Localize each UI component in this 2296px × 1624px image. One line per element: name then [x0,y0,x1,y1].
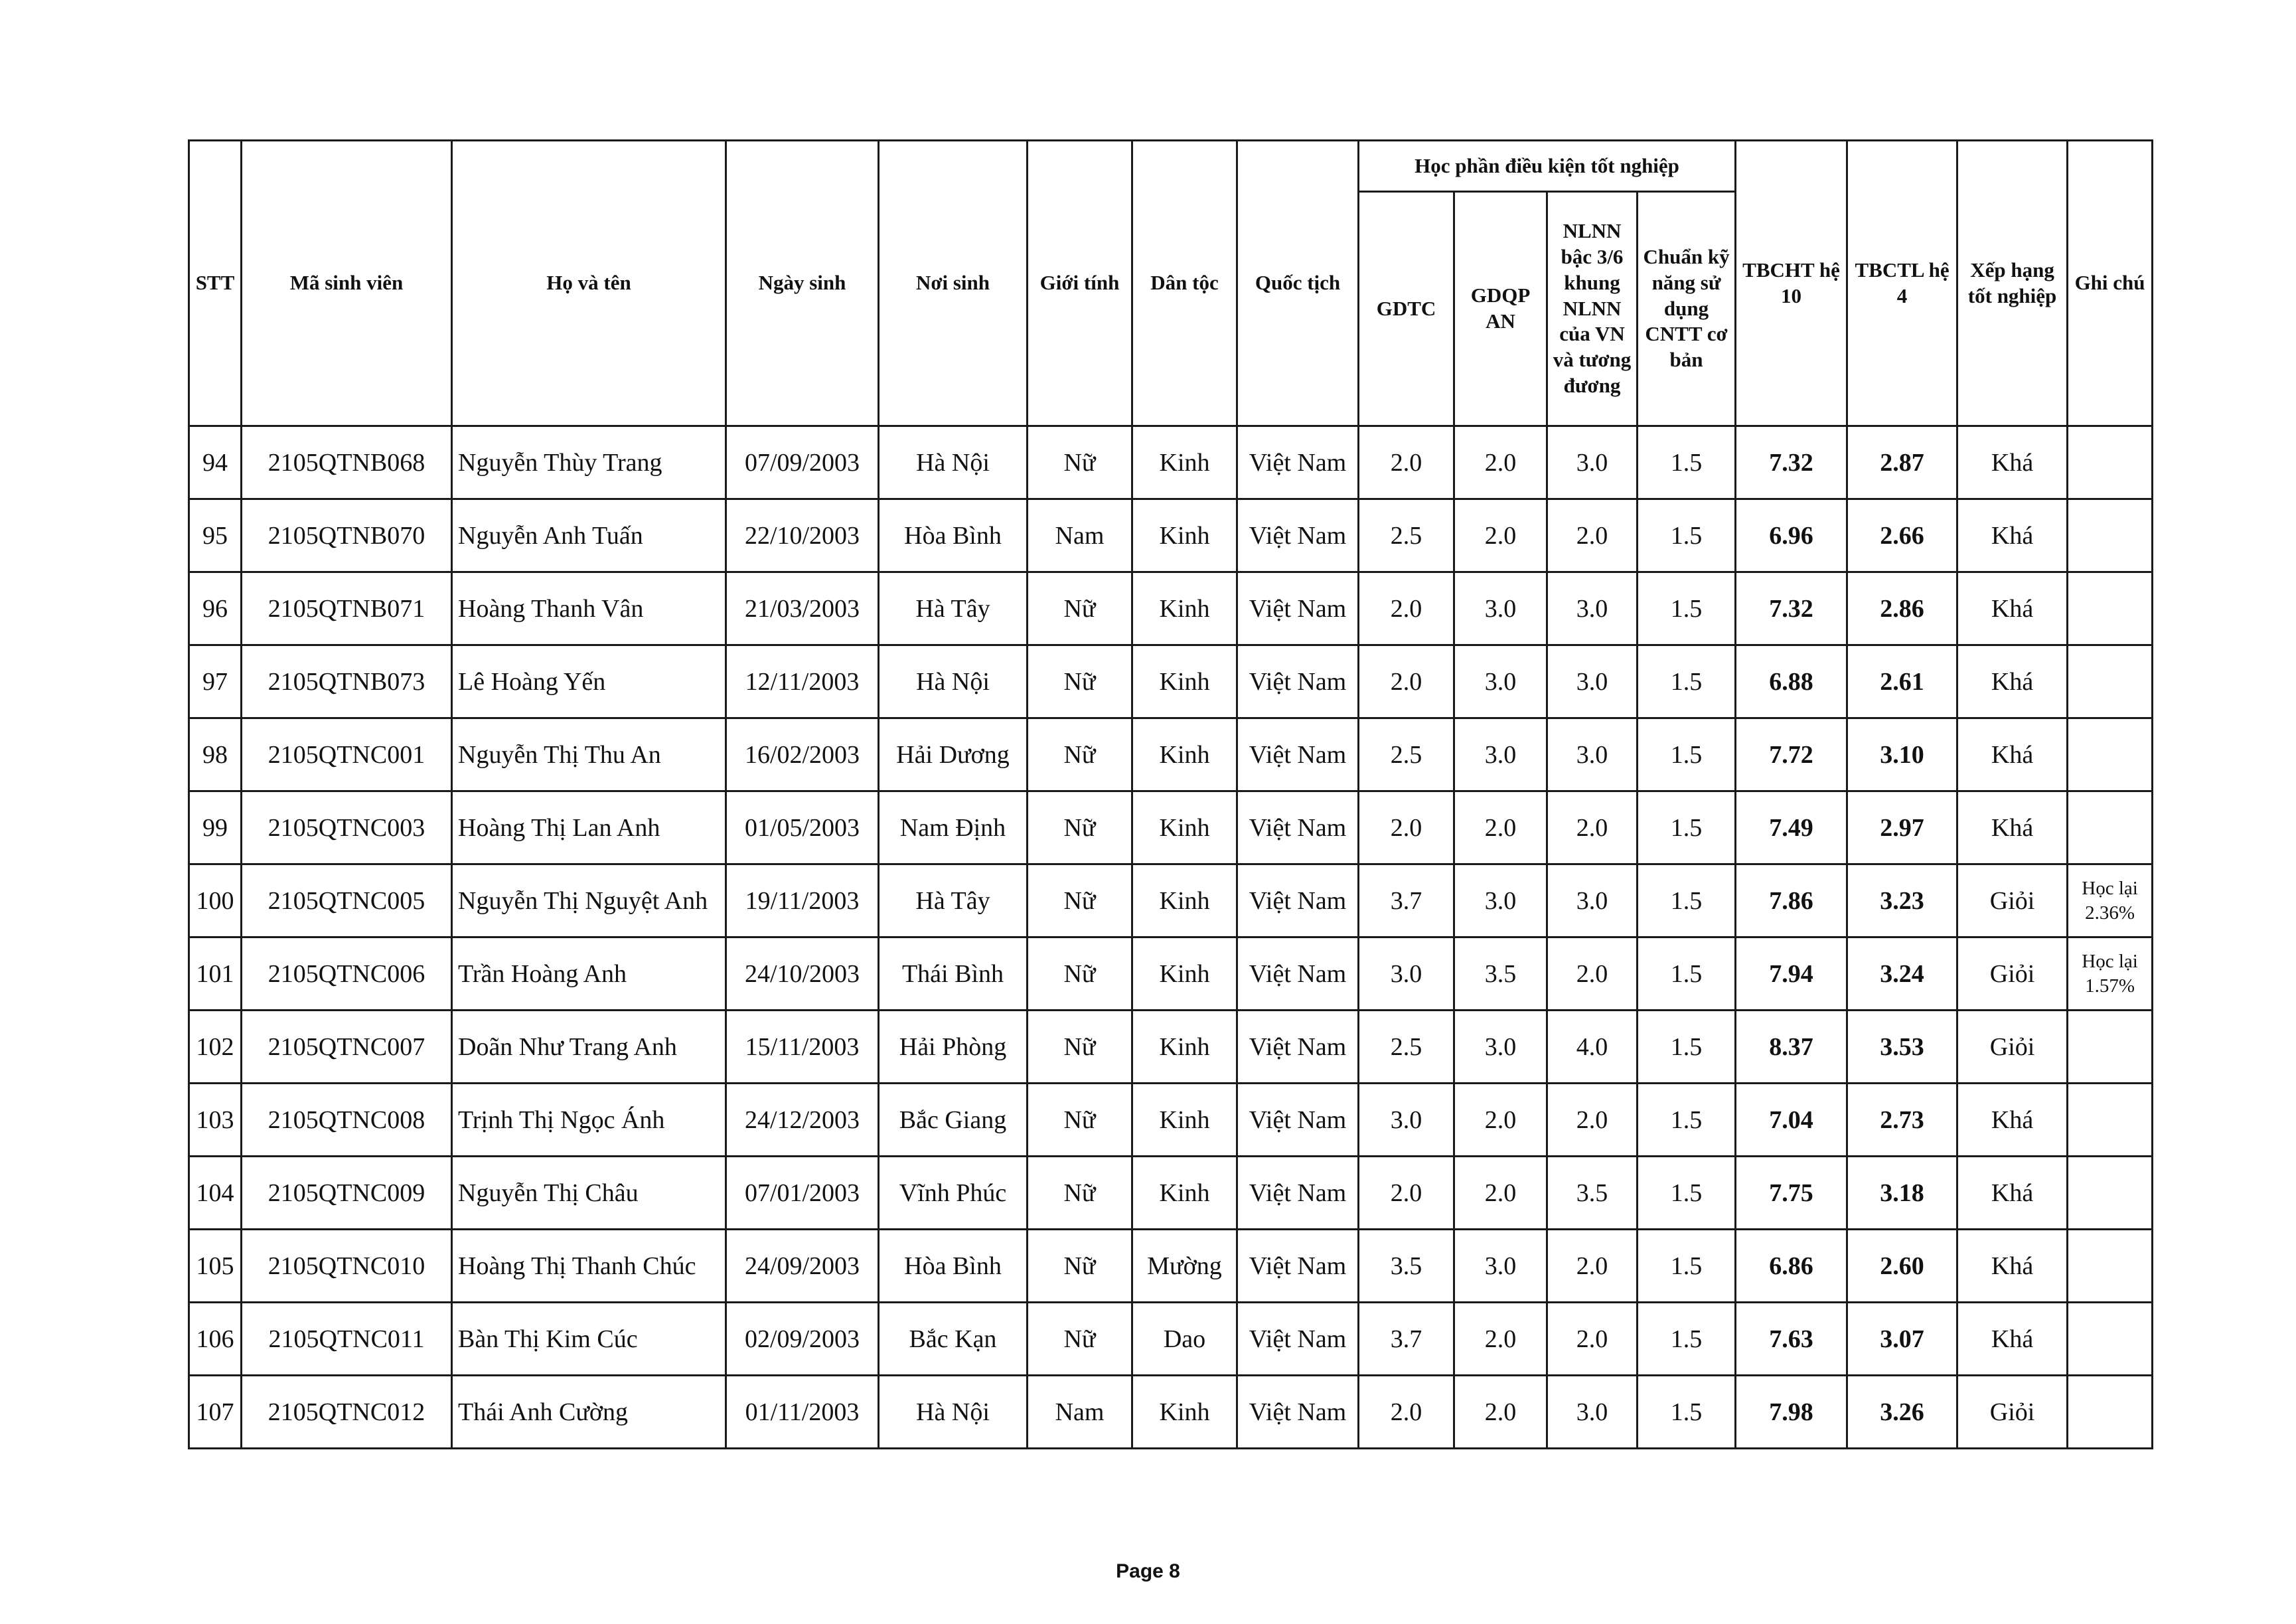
cell-stt: 101 [189,937,242,1011]
cell-nationality: Việt Nam [1237,1157,1359,1230]
header-tbctl: TBCTL hệ 4 [1847,141,1957,426]
cell-nlnn: 3.0 [1547,572,1638,645]
cell-gdqp: 2.0 [1454,791,1547,864]
cell-nationality: Việt Nam [1237,645,1359,718]
cell-cntt: 1.5 [1638,864,1736,937]
cell-cntt: 1.5 [1638,1376,1736,1449]
cell-cntt: 1.5 [1638,791,1736,864]
cell-rank: Khá [1957,1084,2068,1157]
cell-tbctl: 2.60 [1847,1230,1957,1303]
cell-nlnn: 3.5 [1547,1157,1638,1230]
cell-stt: 99 [189,791,242,864]
cell-ethnicity: Kinh [1132,645,1237,718]
cell-rank: Giỏi [1957,1011,2068,1084]
graduation-table [188,139,2153,1449]
cell-nlnn: 3.0 [1547,1376,1638,1449]
cell-cntt: 1.5 [1638,572,1736,645]
cell-birthplace: Nam Định [879,791,1028,864]
cell-gdtc: 3.7 [1359,864,1454,937]
table-row [189,499,2153,572]
cell-nlnn: 2.0 [1547,499,1638,572]
cell-birthplace: Thái Bình [879,937,1028,1011]
cell-tbctl: 2.87 [1847,426,1957,499]
cell-birthplace: Hà Nội [879,426,1028,499]
cell-tbcht: 7.32 [1736,572,1847,645]
cell-ethnicity: Dao [1132,1303,1237,1376]
cell-ethnicity: Kinh [1132,1157,1237,1230]
cell-full-name: Thái Anh Cường [452,1376,726,1449]
cell-ethnicity: Kinh [1132,791,1237,864]
cell-nationality: Việt Nam [1237,1230,1359,1303]
table-row [189,572,2153,645]
cell-dob: 07/01/2003 [726,1157,879,1230]
cell-note: Học lại 1.57% [2068,937,2153,1011]
cell-tbcht: 6.96 [1736,499,1847,572]
cell-gdqp: 2.0 [1454,1376,1547,1449]
cell-gdtc: 2.0 [1359,1376,1454,1449]
cell-nlnn: 4.0 [1547,1011,1638,1084]
cell-nationality: Việt Nam [1237,864,1359,937]
cell-tbctl: 3.24 [1847,937,1957,1011]
cell-full-name: Doãn Như Trang Anh [452,1011,726,1084]
cell-stt: 105 [189,1230,242,1303]
cell-ethnicity: Mường [1132,1230,1237,1303]
cell-tbctl: 3.23 [1847,864,1957,937]
cell-nlnn: 2.0 [1547,1303,1638,1376]
cell-gender: Nam [1028,499,1132,572]
cell-birthplace: Vĩnh Phúc [879,1157,1028,1230]
cell-dob: 24/10/2003 [726,937,879,1011]
cell-note [2068,1376,2153,1449]
header-note: Ghi chú [2068,141,2153,426]
cell-stt: 104 [189,1157,242,1230]
cell-stt: 95 [189,499,242,572]
cell-birthplace: Hải Phòng [879,1011,1028,1084]
cell-dob: 24/12/2003 [726,1084,879,1157]
cell-full-name: Nguyễn Thùy Trang [452,426,726,499]
cell-rank: Khá [1957,499,2068,572]
table-body [189,426,2153,1449]
cell-birthplace: Hà Nội [879,645,1028,718]
cell-tbcht: 7.86 [1736,864,1847,937]
cell-note [2068,499,2153,572]
cell-note [2068,1303,2153,1376]
table-header [189,141,2153,426]
cell-nationality: Việt Nam [1237,499,1359,572]
table-row [189,1376,2153,1449]
header-rank: Xếp hạng tốt nghiệp [1957,141,2068,426]
table-row [189,1230,2153,1303]
cell-student-id: 2105QTNC005 [242,864,452,937]
cell-tbcht: 7.04 [1736,1084,1847,1157]
cell-nationality: Việt Nam [1237,1084,1359,1157]
cell-ethnicity: Kinh [1132,1376,1237,1449]
cell-rank: Khá [1957,1157,2068,1230]
cell-tbctl: 3.53 [1847,1011,1957,1084]
table-row [189,791,2153,864]
cell-student-id: 2105QTNB073 [242,645,452,718]
cell-full-name: Hoàng Thị Lan Anh [452,791,726,864]
cell-stt: 102 [189,1011,242,1084]
cell-gdqp: 2.0 [1454,1303,1547,1376]
cell-dob: 07/09/2003 [726,426,879,499]
cell-cntt: 1.5 [1638,718,1736,791]
cell-full-name: Trịnh Thị Ngọc Ánh [452,1084,726,1157]
cell-birthplace: Hà Tây [879,864,1028,937]
cell-dob: 22/10/2003 [726,499,879,572]
cell-nationality: Việt Nam [1237,426,1359,499]
cell-rank: Khá [1957,1230,2068,1303]
cell-rank: Khá [1957,572,2068,645]
cell-gender: Nữ [1028,572,1132,645]
cell-birthplace: Bắc Kạn [879,1303,1028,1376]
cell-gdqp: 3.0 [1454,645,1547,718]
cell-stt: 106 [189,1303,242,1376]
cell-gdtc: 3.5 [1359,1230,1454,1303]
cell-gdtc: 3.7 [1359,1303,1454,1376]
cell-dob: 02/09/2003 [726,1303,879,1376]
header-graduation-conditions: Học phần điều kiện tốt nghiệp [1359,141,1736,192]
cell-tbctl: 3.07 [1847,1303,1957,1376]
cell-gdqp: 3.0 [1454,1011,1547,1084]
cell-student-id: 2105QTNC008 [242,1084,452,1157]
cell-ethnicity: Kinh [1132,937,1237,1011]
cell-tbcht: 7.63 [1736,1303,1847,1376]
cell-student-id: 2105QTNC010 [242,1230,452,1303]
cell-gender: Nữ [1028,864,1132,937]
cell-note [2068,718,2153,791]
cell-birthplace: Hà Nội [879,1376,1028,1449]
cell-ethnicity: Kinh [1132,1011,1237,1084]
cell-gender: Nữ [1028,1303,1132,1376]
header-gdtc: GDTC [1359,192,1454,426]
cell-full-name: Trần Hoàng Anh [452,937,726,1011]
cell-gender: Nam [1028,1376,1132,1449]
cell-student-id: 2105QTNC001 [242,718,452,791]
cell-cntt: 1.5 [1638,1157,1736,1230]
cell-ethnicity: Kinh [1132,718,1237,791]
cell-tbcht: 8.37 [1736,1011,1847,1084]
cell-dob: 19/11/2003 [726,864,879,937]
cell-stt: 94 [189,426,242,499]
cell-stt: 107 [189,1376,242,1449]
header-gender: Giới tính [1028,141,1132,426]
cell-ethnicity: Kinh [1132,1084,1237,1157]
cell-gdqp: 3.5 [1454,937,1547,1011]
cell-gdtc: 3.0 [1359,937,1454,1011]
cell-gender: Nữ [1028,791,1132,864]
cell-full-name: Nguyễn Thị Nguyệt Anh [452,864,726,937]
cell-gender: Nữ [1028,1011,1132,1084]
cell-gender: Nữ [1028,1084,1132,1157]
cell-cntt: 1.5 [1638,426,1736,499]
cell-student-id: 2105QTNC007 [242,1011,452,1084]
table-row [189,426,2153,499]
cell-dob: 12/11/2003 [726,645,879,718]
header-dob: Ngày sinh [726,141,879,426]
cell-gender: Nữ [1028,937,1132,1011]
cell-student-id: 2105QTNB071 [242,572,452,645]
cell-gender: Nữ [1028,1157,1132,1230]
cell-gender: Nữ [1028,1230,1132,1303]
cell-stt: 98 [189,718,242,791]
cell-tbctl: 2.97 [1847,791,1957,864]
cell-note [2068,1084,2153,1157]
cell-gdtc: 2.5 [1359,718,1454,791]
table-row [189,1157,2153,1230]
cell-tbctl: 3.26 [1847,1376,1957,1449]
cell-gdqp: 2.0 [1454,1084,1547,1157]
cell-student-id: 2105QTNB068 [242,426,452,499]
cell-rank: Khá [1957,1303,2068,1376]
cell-dob: 01/05/2003 [726,791,879,864]
cell-student-id: 2105QTNC012 [242,1376,452,1449]
cell-gender: Nữ [1028,645,1132,718]
cell-nationality: Việt Nam [1237,572,1359,645]
cell-nlnn: 3.0 [1547,426,1638,499]
cell-rank: Khá [1957,791,2068,864]
cell-gdqp: 2.0 [1454,1157,1547,1230]
cell-dob: 16/02/2003 [726,718,879,791]
header-nlnn: NLNN bậc 3/6 khung NLNN của VN và tương đương [1547,192,1638,426]
cell-rank: Giỏi [1957,937,2068,1011]
cell-tbcht: 7.72 [1736,718,1847,791]
cell-gdtc: 3.0 [1359,1084,1454,1157]
cell-gdqp: 3.0 [1454,864,1547,937]
cell-rank: Khá [1957,645,2068,718]
cell-tbcht: 7.32 [1736,426,1847,499]
cell-birthplace: Hải Dương [879,718,1028,791]
header-ethnicity: Dân tộc [1132,141,1237,426]
cell-gdqp: 3.0 [1454,572,1547,645]
cell-full-name: Hoàng Thị Thanh Chúc [452,1230,726,1303]
header-student-id: Mã sinh viên [242,141,452,426]
cell-nationality: Việt Nam [1237,937,1359,1011]
cell-student-id: 2105QTNC003 [242,791,452,864]
cell-gdtc: 2.5 [1359,1011,1454,1084]
cell-stt: 97 [189,645,242,718]
cell-gdqp: 2.0 [1454,499,1547,572]
cell-note [2068,1011,2153,1084]
cell-rank: Giỏi [1957,1376,2068,1449]
cell-rank: Khá [1957,426,2068,499]
cell-gdqp: 3.0 [1454,718,1547,791]
cell-gdtc: 2.0 [1359,791,1454,864]
cell-tbctl: 2.66 [1847,499,1957,572]
header-gdqp: GDQP AN [1454,192,1547,426]
cell-gdtc: 2.0 [1359,1157,1454,1230]
cell-ethnicity: Kinh [1132,572,1237,645]
header-tbcht: TBCHT hệ 10 [1736,141,1847,426]
cell-dob: 01/11/2003 [726,1376,879,1449]
cell-nationality: Việt Nam [1237,1011,1359,1084]
cell-full-name: Nguyễn Anh Tuấn [452,499,726,572]
cell-nationality: Việt Nam [1237,1303,1359,1376]
header-cntt: Chuẩn kỹ năng sử dụng CNTT cơ bản [1638,192,1736,426]
header-full-name: Họ và tên [452,141,726,426]
cell-cntt: 1.5 [1638,499,1736,572]
cell-dob: 21/03/2003 [726,572,879,645]
cell-note: Học lại 2.36% [2068,864,2153,937]
cell-cntt: 1.5 [1638,1230,1736,1303]
cell-dob: 15/11/2003 [726,1011,879,1084]
cell-nlnn: 2.0 [1547,937,1638,1011]
cell-tbcht: 7.49 [1736,791,1847,864]
cell-note [2068,1157,2153,1230]
cell-full-name: Bàn Thị Kim Cúc [452,1303,726,1376]
cell-gender: Nữ [1028,718,1132,791]
cell-stt: 96 [189,572,242,645]
cell-student-id: 2105QTNC011 [242,1303,452,1376]
cell-birthplace: Hà Tây [879,572,1028,645]
cell-gender: Nữ [1028,426,1132,499]
cell-student-id: 2105QTNC009 [242,1157,452,1230]
header-stt: STT [189,141,242,426]
page-number: Page 8 [1116,1560,1180,1582]
cell-stt: 100 [189,864,242,937]
cell-tbcht: 7.75 [1736,1157,1847,1230]
cell-ethnicity: Kinh [1132,864,1237,937]
table-row [189,937,2153,1011]
cell-gdqp: 3.0 [1454,1230,1547,1303]
table-row [189,864,2153,937]
cell-birthplace: Bắc Giang [879,1084,1028,1157]
cell-tbcht: 7.94 [1736,937,1847,1011]
cell-cntt: 1.5 [1638,1303,1736,1376]
cell-nationality: Việt Nam [1237,791,1359,864]
cell-nlnn: 2.0 [1547,791,1638,864]
cell-note [2068,426,2153,499]
cell-stt: 103 [189,1084,242,1157]
cell-birthplace: Hòa Bình [879,499,1028,572]
cell-full-name: Nguyễn Thị Thu An [452,718,726,791]
cell-rank: Giỏi [1957,864,2068,937]
table-row [189,718,2153,791]
header-birthplace: Nơi sinh [879,141,1028,426]
cell-dob: 24/09/2003 [726,1230,879,1303]
cell-tbctl: 2.73 [1847,1084,1957,1157]
cell-gdtc: 2.0 [1359,426,1454,499]
cell-nationality: Việt Nam [1237,718,1359,791]
cell-gdqp: 2.0 [1454,426,1547,499]
cell-birthplace: Hòa Bình [879,1230,1028,1303]
cell-note [2068,645,2153,718]
cell-tbctl: 2.61 [1847,645,1957,718]
cell-full-name: Hoàng Thanh Vân [452,572,726,645]
cell-nlnn: 2.0 [1547,1230,1638,1303]
table-row [189,1011,2153,1084]
table-row [189,1303,2153,1376]
cell-ethnicity: Kinh [1132,426,1237,499]
cell-tbctl: 3.10 [1847,718,1957,791]
cell-note [2068,791,2153,864]
cell-cntt: 1.5 [1638,937,1736,1011]
cell-tbctl: 2.86 [1847,572,1957,645]
cell-nlnn: 2.0 [1547,1084,1638,1157]
cell-full-name: Nguyễn Thị Châu [452,1157,726,1230]
cell-student-id: 2105QTNC006 [242,937,452,1011]
cell-cntt: 1.5 [1638,1011,1736,1084]
cell-cntt: 1.5 [1638,1084,1736,1157]
cell-student-id: 2105QTNB070 [242,499,452,572]
cell-ethnicity: Kinh [1132,499,1237,572]
cell-rank: Khá [1957,718,2068,791]
cell-nlnn: 3.0 [1547,645,1638,718]
cell-tbcht: 6.86 [1736,1230,1847,1303]
cell-gdtc: 2.5 [1359,499,1454,572]
cell-nlnn: 3.0 [1547,864,1638,937]
cell-tbctl: 3.18 [1847,1157,1957,1230]
cell-cntt: 1.5 [1638,645,1736,718]
table-row [189,645,2153,718]
header-nationality: Quốc tịch [1237,141,1359,426]
cell-gdtc: 2.0 [1359,645,1454,718]
cell-tbcht: 7.98 [1736,1376,1847,1449]
cell-note [2068,572,2153,645]
cell-tbcht: 6.88 [1736,645,1847,718]
cell-note [2068,1230,2153,1303]
cell-nlnn: 3.0 [1547,718,1638,791]
table-row [189,1084,2153,1157]
cell-gdtc: 2.0 [1359,572,1454,645]
cell-full-name: Lê Hoàng Yến [452,645,726,718]
cell-nationality: Việt Nam [1237,1376,1359,1449]
